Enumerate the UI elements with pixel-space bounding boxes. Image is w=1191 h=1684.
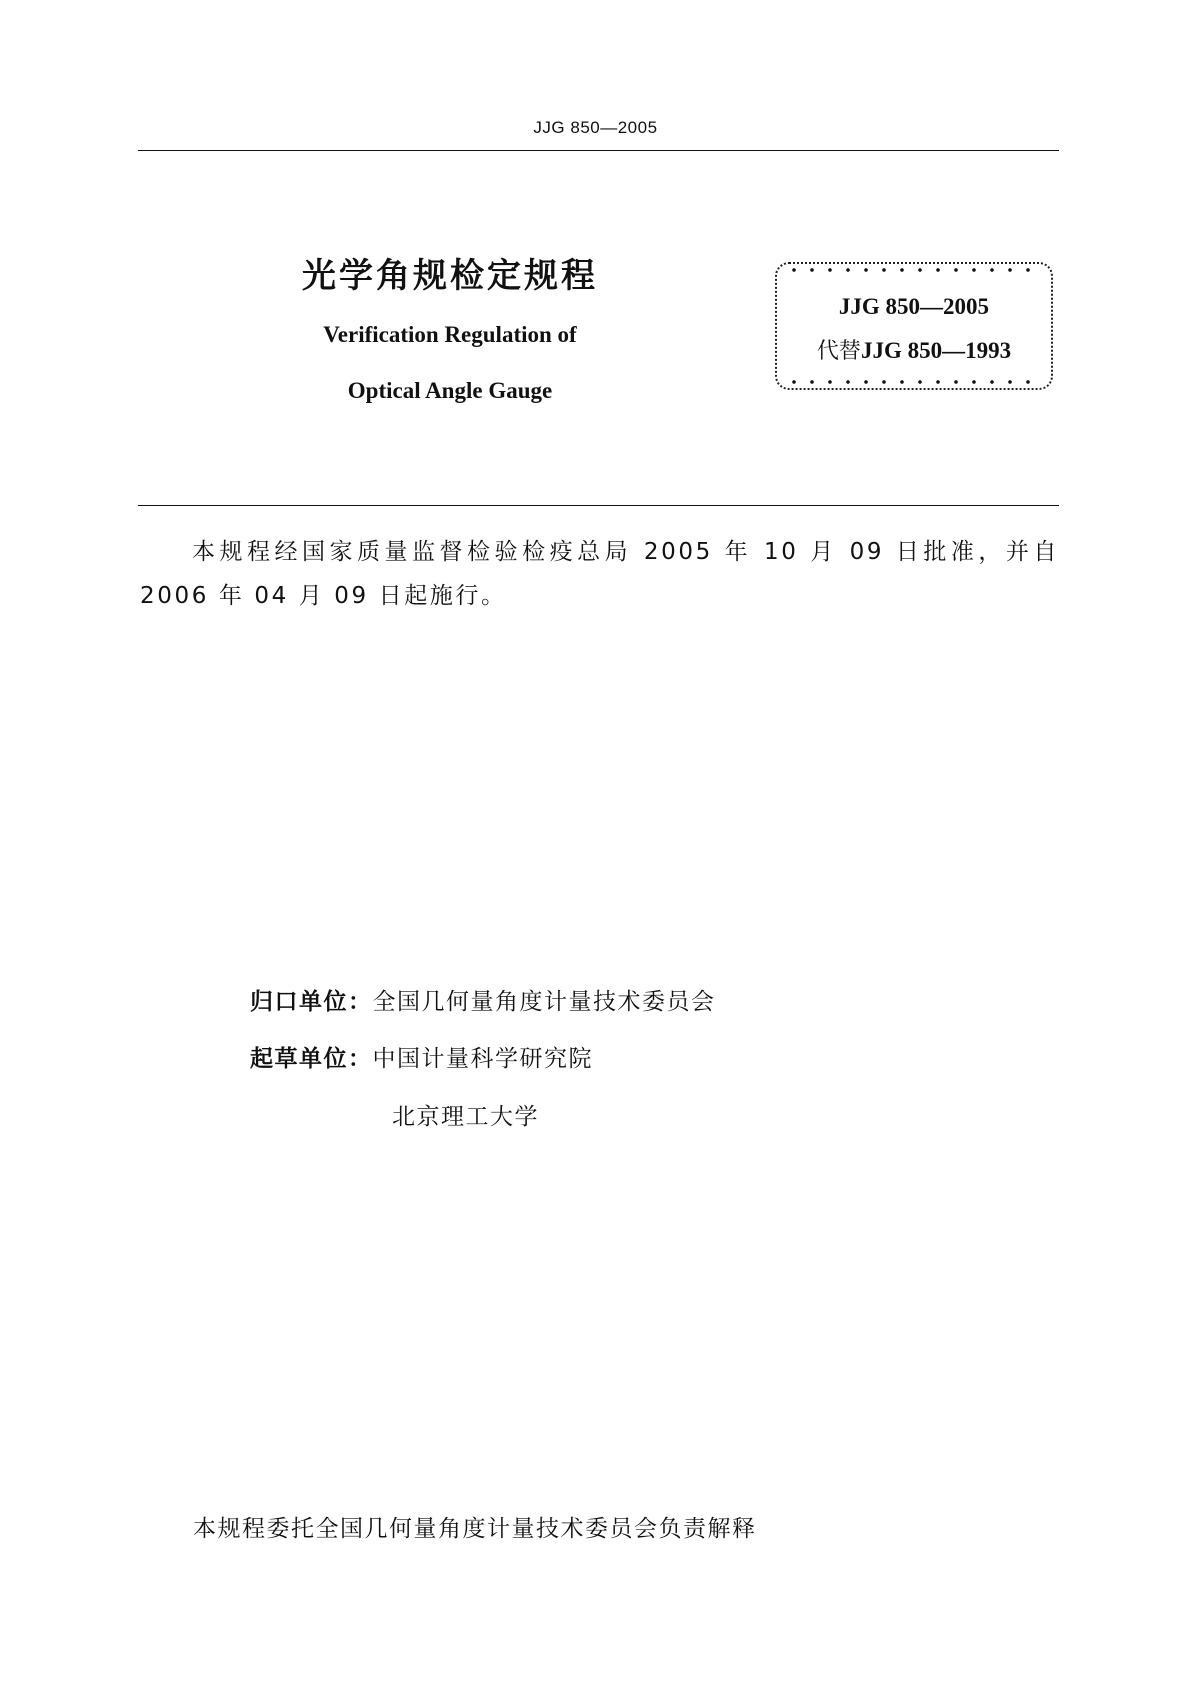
approval-paragraph: 本规程经国家质量监督检验检疫总局 2005 年 10 月 09 日批准，并自 2006 年 04 月 09 日起施行。 <box>140 539 1059 609</box>
replaced-code: JJG 850—1993 <box>860 338 1012 363</box>
drafting-unit-row <box>250 1040 593 1073</box>
responsible-unit-row <box>250 983 716 1016</box>
replace-prefix: 代替 <box>816 339 861 364</box>
title-chinese: 光学角规检定规程 <box>302 256 598 296</box>
section-divider <box>138 505 1059 506</box>
code-box-replaces <box>777 334 1051 365</box>
decorative-border-dots-top <box>785 267 1043 273</box>
drafting-unit-value-2: 北京理工大学 <box>392 1104 539 1130</box>
drafting-unit-label: 起草单位： <box>250 1046 373 1072</box>
decorative-border-dots-bottom <box>785 379 1043 385</box>
responsible-unit-value: 全国几何量角度计量技术委员会 <box>372 989 716 1015</box>
drafting-unit-value-1: 中国计量科学研究院 <box>372 1046 593 1072</box>
header-divider <box>138 150 1059 151</box>
interpretation-note: 本规程委托全国几何量角度计量技术委员会负责解释 <box>193 1516 757 1542</box>
standard-code-box <box>775 262 1053 390</box>
responsible-unit-label: 归口单位： <box>250 989 373 1015</box>
title-english-line-1: Verification Regulation of <box>323 322 577 347</box>
header-standard-code: JJG 850—2005 <box>533 118 658 137</box>
code-box-current-code: JJG 850—2005 <box>838 294 990 319</box>
title-english-line-2: Optical Angle Gauge <box>347 378 553 403</box>
